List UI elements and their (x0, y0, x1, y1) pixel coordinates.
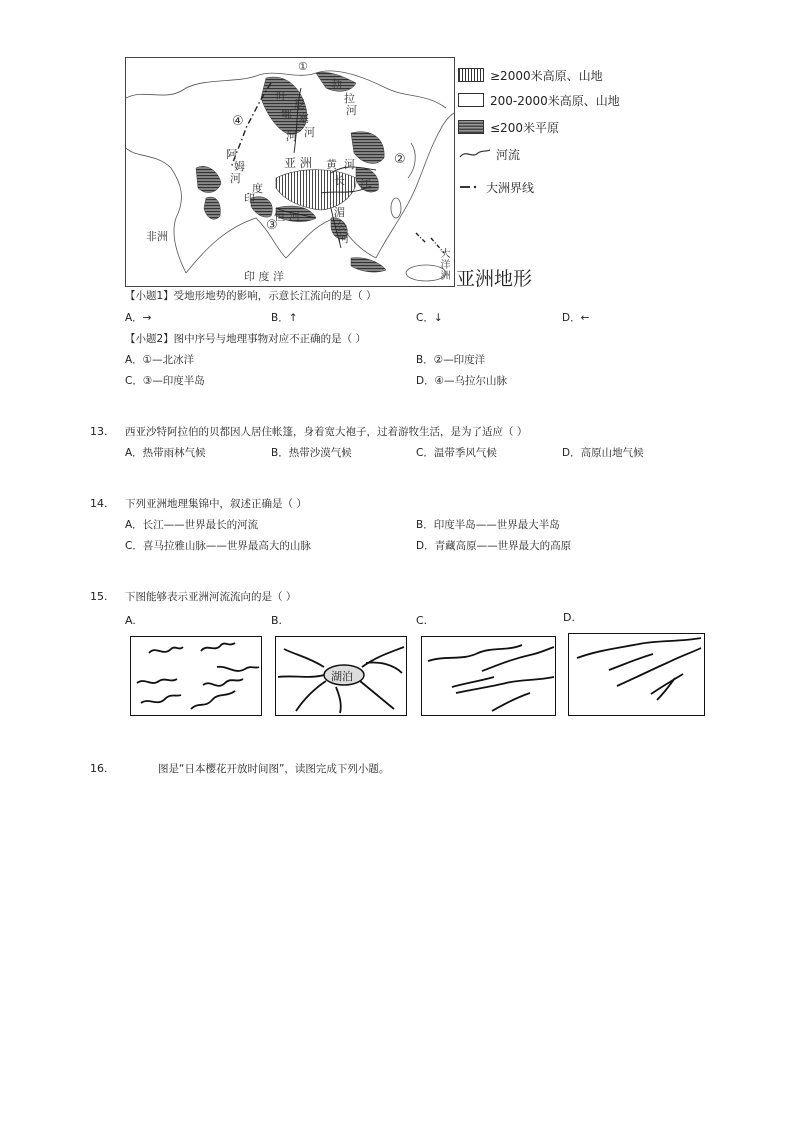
sumatra-plain (351, 258, 386, 272)
west-coast (126, 148, 186, 273)
q13-option-b[interactable]: B．热带沙漠气候 (271, 447, 352, 459)
q12-sub1-option-a[interactable]: A．→ (125, 312, 152, 324)
dash-dot-line-icon (458, 181, 482, 193)
legend-river-label: 河流 (496, 147, 521, 162)
q14-option-b[interactable]: B．印度半岛——世界最大半岛 (416, 519, 560, 531)
q12-sub1-option-d[interactable]: D．← (562, 312, 590, 324)
q15-label-a[interactable]: A. (125, 614, 136, 627)
rivers-west-east-diagram (422, 637, 555, 715)
blank-icon (458, 93, 484, 107)
q13-option-d[interactable]: D．高原山地气候 (562, 447, 644, 459)
label-bo: 勃 (331, 78, 342, 91)
legend-boundary (458, 178, 534, 196)
q13-number: 13. (90, 425, 108, 438)
label-du: 度 (252, 182, 263, 195)
philippines (391, 198, 401, 218)
label-oceania: 大洋洲 (438, 248, 449, 281)
rivers-outward-diagram (131, 637, 261, 715)
q13-option-c[interactable]: C．温带季风气候 (416, 447, 497, 459)
legend-high-label: ≥2000米高原、山地 (490, 68, 603, 83)
q14-stem: 下列亚洲地理集锦中，叙述正确是（ ） (125, 498, 307, 510)
label-he5: 河 (289, 210, 300, 223)
label-ni: 尼 (294, 98, 305, 111)
legend-low (458, 118, 559, 136)
map-drawing (126, 58, 454, 286)
q13-option-a[interactable]: A．热带雨林气候 (125, 447, 206, 459)
q15-stem: 下图能够表示亚洲河流流向的是（ ） (125, 591, 297, 603)
river-line-icon (458, 147, 492, 161)
label-asia: 亚 洲 (284, 156, 312, 170)
q12-sub2-option-d[interactable]: D．④—乌拉尔山脉 (416, 375, 507, 387)
q12-sub2-stem: 【小题2】图中序号与地理事物对应不正确的是（ ） (125, 333, 367, 345)
q14-option-d[interactable]: D．青藏高原——世界最大的高原 (416, 540, 572, 552)
east-coast (376, 113, 454, 258)
label-la: 拉 (344, 92, 355, 105)
label-he4: 河 (344, 158, 355, 171)
q12-sub2-option-b[interactable]: B．②—印度洋 (416, 354, 486, 366)
q12-sub1-option-c[interactable]: C．↓ (416, 312, 443, 324)
label-he3: 河 (286, 130, 297, 143)
horizontal-hatch-icon (458, 120, 484, 134)
label-he: 河 (346, 104, 357, 117)
legend-boundary-label: 大洲界线 (486, 180, 535, 195)
label-2: ② (394, 152, 406, 167)
q16-number: 16. (90, 762, 108, 775)
q15-label-d[interactable]: D. (563, 611, 575, 624)
label-mu: 姆 (234, 160, 245, 173)
label-he2: 河 (304, 126, 315, 139)
label-3: ③ (266, 218, 278, 233)
rivers-center-outward-diagram (569, 634, 704, 715)
q15-option-c-map[interactable] (421, 636, 556, 716)
label-indian-ocean: 印 度 洋 (244, 270, 284, 283)
legend-low-label: ≤200米平原 (490, 120, 559, 135)
label-yin: 印 (244, 192, 255, 205)
label-huang: 黄 (326, 158, 337, 171)
label-gong: 公 (336, 220, 347, 233)
q13-stem: 西亚沙特阿拉伯的贝都因人居住帐篷，身着宽大袍子，过着游牧生活，是为了适应（ ） (125, 426, 528, 438)
q12-sub1-stem: 【小题1】受地形地势的影响，示意长江流向的是（ ） (125, 290, 377, 302)
q14-number: 14. (90, 497, 108, 510)
label-xue: 鄂 (281, 108, 292, 121)
mesopotamia-plain (196, 166, 221, 192)
q16-stem: 图是“日本樱花开放时间图”，读图完成下列小题。 (158, 763, 390, 775)
q15-option-b-map[interactable] (275, 636, 407, 716)
q14-option-c[interactable]: C．喜马拉雅山脉——世界最高大的山脉 (125, 540, 311, 552)
vertical-hatch-icon (458, 68, 484, 82)
q12-sub2-option-c[interactable]: C．③—印度半岛 (125, 375, 205, 387)
q15-label-c[interactable]: C. (416, 614, 428, 627)
q12-sub1-option-b[interactable]: B．↑ (271, 312, 298, 324)
label-chang: 长 (334, 174, 345, 187)
legend-mid (458, 91, 620, 109)
label-africa: 非洲 (146, 230, 168, 243)
northeast-plain (351, 132, 384, 164)
q15-option-d-map[interactable] (568, 633, 705, 716)
label-4: ④ (232, 114, 244, 129)
q15-option-a-map[interactable] (130, 636, 262, 716)
label-sai: 塞 (298, 112, 309, 125)
label-a: 阿 (226, 148, 237, 161)
label-hehe: 河 (338, 232, 349, 245)
q12-sub2-option-a[interactable]: A．①—北冰洋 (125, 354, 195, 366)
map-title: 亚洲地形 (456, 268, 533, 290)
label-jiang: 江 (360, 178, 371, 191)
q15-label-b[interactable]: B. (271, 614, 283, 627)
legend-mid-label: 200-2000米高原、山地 (490, 93, 620, 108)
asia-terrain-map (125, 57, 455, 287)
label-mei: 湄 (334, 206, 345, 219)
q14-option-a[interactable]: A．长江——世界最长的河流 (125, 519, 259, 531)
arabian-plain (204, 197, 220, 219)
label-heng: 恒 (274, 210, 285, 223)
label-he6: 河 (230, 172, 241, 185)
legend-river (458, 145, 520, 163)
legend-high (458, 66, 603, 84)
japan-islands (408, 143, 415, 178)
q15-number: 15. (90, 590, 108, 603)
lake-label: 湖泊 (331, 670, 353, 683)
label-1: ① (298, 60, 308, 73)
label-ye: 叶 (276, 90, 287, 103)
